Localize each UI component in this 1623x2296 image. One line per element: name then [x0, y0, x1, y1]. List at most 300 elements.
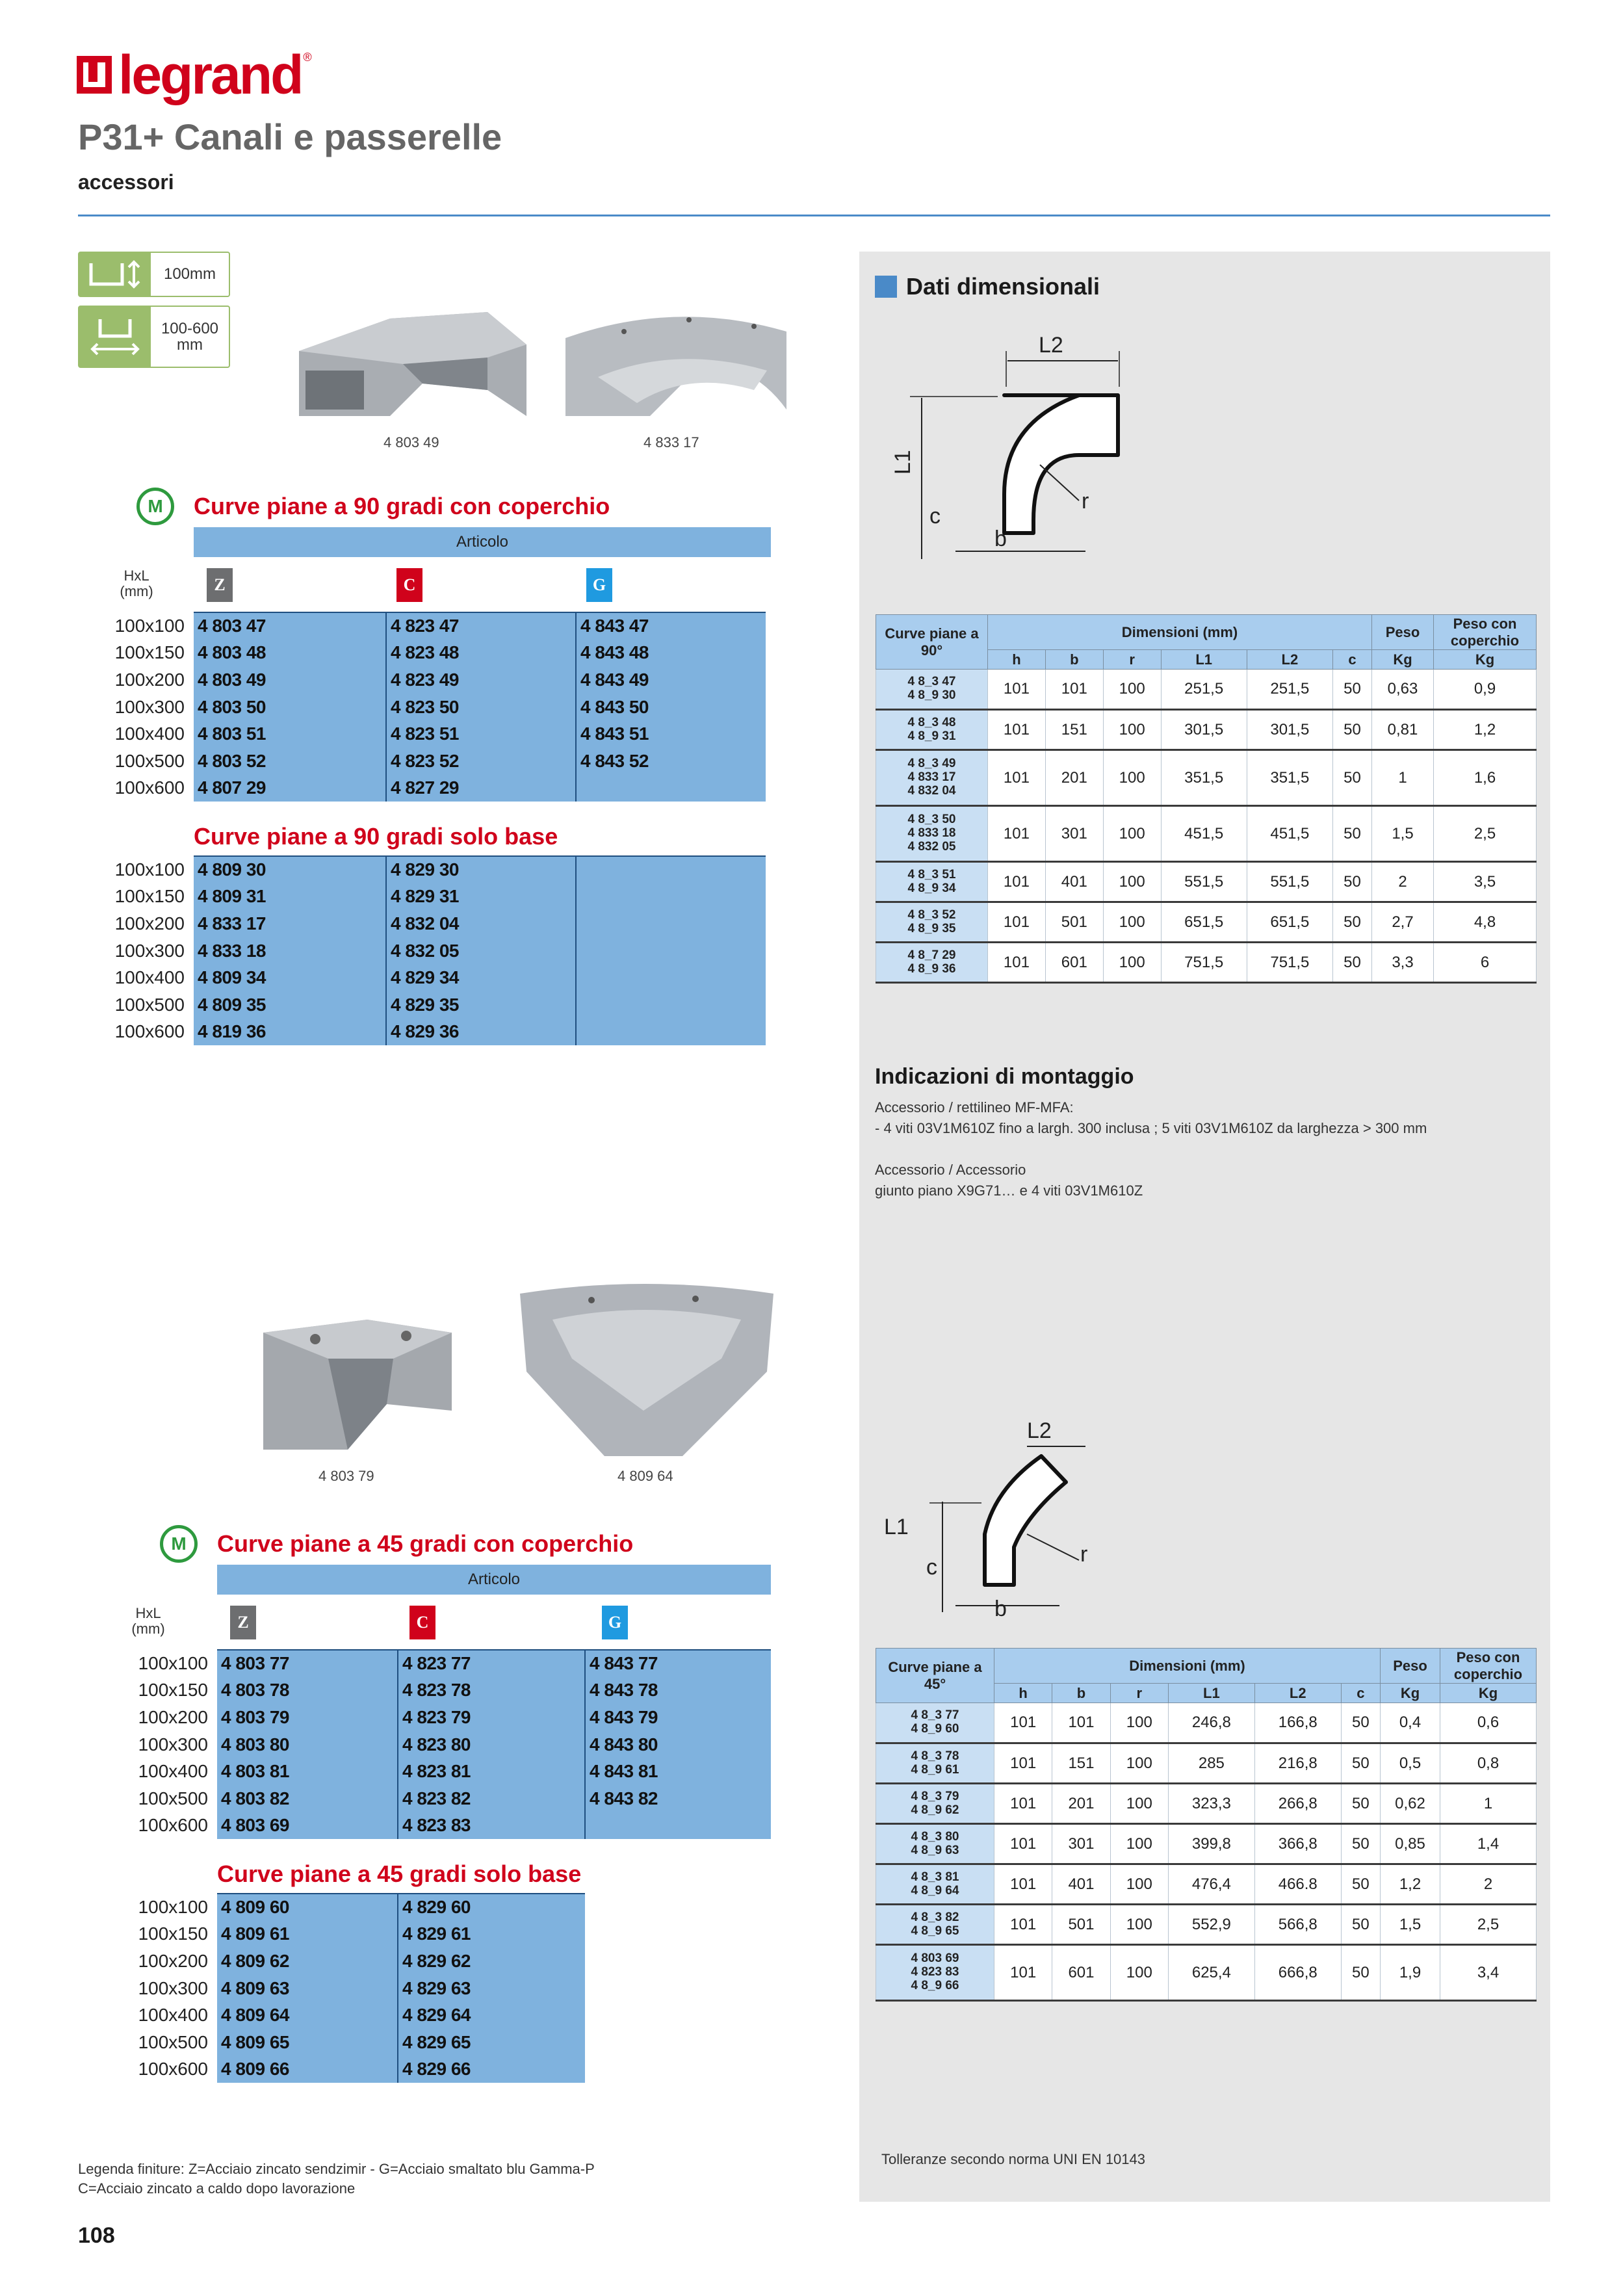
code-cell — [876, 1864, 994, 1905]
table-row — [876, 806, 1537, 862]
code-line: 4 8_3 77 — [911, 1708, 959, 1723]
dim-value-cell: 50 — [1341, 1824, 1380, 1864]
table-row — [101, 1704, 771, 1731]
size-cell: 100x200 — [114, 913, 185, 933]
article-code-cell: 4 803 52 — [194, 748, 386, 775]
table-row — [101, 1975, 585, 2002]
article-code-cell — [576, 937, 766, 965]
code-line: 4 8_9 66 — [911, 1978, 959, 1992]
registered-mark: ® — [303, 51, 312, 64]
code-cell — [876, 1784, 994, 1824]
code-cell — [876, 1703, 994, 1743]
article-code-cell: 4 827 29 — [386, 775, 576, 802]
dim-value-cell: 50 — [1332, 902, 1371, 943]
dim-value-cell: 266,8 — [1254, 1784, 1341, 1824]
size-cell: 100x300 — [138, 1734, 208, 1755]
product-photo-480964 — [513, 1281, 780, 1469]
article-table-45-cover — [101, 1649, 771, 1839]
dim-value-cell: 0,85 — [1381, 1824, 1440, 1864]
dim-subheader: Kg — [1381, 1684, 1440, 1703]
article-table-90-base — [84, 855, 766, 1045]
dim-value-cell: 1 — [1440, 1784, 1537, 1824]
code-line: 4 823 83 — [911, 1965, 959, 1979]
mounting-title: Indicazioni di montaggio — [875, 1064, 1134, 1089]
dim-value-cell: 3,5 — [1434, 862, 1537, 902]
dim-subheader: c — [1341, 1684, 1380, 1703]
width-badge-label: 100-600 mm — [161, 319, 219, 354]
dim-value-cell: 100 — [1103, 710, 1161, 750]
page-title: P31+ Canali e passerelle — [78, 116, 502, 157]
photo-caption: 4 803 79 — [318, 1468, 374, 1484]
product-photo-480349 — [292, 306, 533, 429]
code-line: 4 8_3 78 — [911, 1749, 959, 1763]
dim-value-cell: 50 — [1341, 1743, 1380, 1784]
page-number: 108 — [78, 2223, 115, 2248]
dim-value-cell: 1,5 — [1381, 1905, 1440, 1945]
dim-value-cell: 351,5 — [1247, 750, 1332, 806]
article-code-cell: 4 843 50 — [576, 694, 766, 721]
size-cell: 100x500 — [114, 750, 185, 771]
article-code-cell — [576, 856, 766, 883]
dim-value-cell: 0,8 — [1440, 1743, 1537, 1784]
article-code-cell: 4 809 61 — [217, 1921, 398, 1948]
dim-value-cell: 101 — [988, 750, 1046, 806]
dim-value-cell: 3,4 — [1440, 1945, 1537, 2001]
dim-value-cell: 166,8 — [1254, 1703, 1341, 1743]
table-row — [84, 720, 766, 748]
code-line: 4 8_7 29 — [907, 948, 956, 962]
dim-value-cell: 246,8 — [1168, 1703, 1254, 1743]
header-divider — [78, 215, 1550, 216]
article-code-cell: 4 823 48 — [386, 640, 576, 667]
code-line: 4 8_9 31 — [907, 729, 956, 743]
article-code-cell — [576, 964, 766, 991]
code-line: 4 833 17 — [907, 770, 956, 785]
dim-value-cell: 50 — [1332, 943, 1371, 983]
article-code-cell: 4 803 49 — [194, 666, 386, 694]
dim-value-cell: 101 — [1052, 1703, 1110, 1743]
table-row — [101, 2056, 585, 2083]
table-row — [84, 1019, 766, 1046]
dim-value-cell: 50 — [1332, 710, 1371, 750]
legend-line: C=Acciaio zincato a caldo dopo lavorazione — [78, 2180, 356, 2197]
code-line: 4 8_3 48 — [907, 715, 956, 729]
article-code-cell: 4 809 30 — [194, 856, 386, 883]
article-code-cell: 4 823 80 — [398, 1731, 585, 1758]
dim-value-cell: 2 — [1372, 862, 1434, 902]
article-code-cell: 4 823 77 — [398, 1650, 585, 1677]
article-code-cell: 4 809 35 — [194, 991, 386, 1019]
table-row — [876, 670, 1537, 710]
article-code-cell: 4 843 52 — [576, 748, 766, 775]
dim-value-cell: 100 — [1110, 1784, 1168, 1824]
code-cell — [876, 750, 988, 806]
article-code-cell: 4 843 47 — [576, 612, 766, 640]
dim-value-cell: 251,5 — [1247, 670, 1332, 710]
size-cell: 100x100 — [114, 859, 185, 880]
finish-c-badge: C — [396, 568, 422, 602]
dim-value-cell: 50 — [1341, 1905, 1380, 1945]
dim-value-cell: 100 — [1110, 1945, 1168, 2001]
article-code-cell: 4 829 60 — [398, 1894, 585, 1921]
table-row — [101, 1921, 585, 1948]
dim-value-cell: 101 — [988, 943, 1046, 983]
article-code-cell: 4 803 51 — [194, 720, 386, 748]
dim-value-cell: 551,5 — [1247, 862, 1332, 902]
article-code-cell: 4 823 83 — [398, 1812, 585, 1840]
table-row — [84, 612, 766, 640]
article-code-cell: 4 843 49 — [576, 666, 766, 694]
code-line: 4 833 18 — [907, 826, 956, 841]
code-line: 4 8_9 30 — [907, 688, 956, 702]
dim-value-cell: 251,5 — [1161, 670, 1247, 710]
table-row — [101, 1731, 771, 1758]
photo-caption: 4 833 17 — [643, 434, 699, 450]
dim-value-cell: 0,62 — [1381, 1784, 1440, 1824]
dim-value-cell: 351,5 — [1161, 750, 1247, 806]
table-row — [84, 937, 766, 965]
table-row — [101, 2029, 585, 2056]
dim-subheader: b — [1052, 1684, 1110, 1703]
dim-value-cell: 551,5 — [1161, 862, 1247, 902]
article-code-cell: 4 809 31 — [194, 883, 386, 911]
code-line: 4 8_9 34 — [907, 881, 956, 895]
code-cell — [876, 710, 988, 750]
article-code-cell: 4 843 82 — [585, 1785, 771, 1812]
code-line: 4 8_3 82 — [911, 1910, 959, 1924]
article-code-cell: 4 843 48 — [576, 640, 766, 667]
dim-value-cell: 601 — [1052, 1945, 1110, 2001]
article-code-cell: 4 803 78 — [217, 1677, 398, 1704]
dim-value-cell: 301 — [1045, 806, 1103, 862]
size-cell: 100x200 — [138, 1950, 208, 1971]
dim-value-cell: 552,9 — [1168, 1905, 1254, 1945]
dim-value-cell: 6 — [1434, 943, 1537, 983]
dim-value-cell: 301,5 — [1161, 710, 1247, 750]
finish-g-badge: G — [586, 568, 612, 602]
article-code-cell: 4 832 04 — [386, 910, 576, 937]
dim-value-cell: 1,2 — [1434, 710, 1537, 750]
article-code-cell: 4 809 63 — [217, 1975, 398, 2002]
table-row — [876, 750, 1537, 806]
code-cell — [876, 1905, 994, 1945]
size-cell: 100x500 — [114, 994, 185, 1015]
diagram-label-l1: L1 — [884, 1515, 909, 1539]
code-cell — [876, 1945, 994, 2001]
dim-value-cell: 50 — [1332, 670, 1371, 710]
dim-value-cell: 2,5 — [1440, 1905, 1537, 1945]
dim-value-cell: 216,8 — [1254, 1743, 1341, 1784]
table-row — [876, 1743, 1537, 1784]
table-row — [876, 902, 1537, 943]
brand-name: legrand — [118, 44, 302, 105]
article-code-cell — [576, 991, 766, 1019]
dim-value-cell: 101 — [988, 902, 1046, 943]
article-code-cell: 4 809 64 — [217, 2002, 398, 2029]
mounting-line: Accessorio / Accessorio — [875, 1161, 1026, 1178]
dim-subheader: r — [1103, 650, 1161, 670]
article-code-cell: 4 829 62 — [398, 1948, 585, 1975]
code-line: 4 8_3 47 — [907, 675, 956, 689]
article-code-cell: 4 809 65 — [217, 2029, 398, 2056]
mm-label: (mm) — [120, 583, 153, 600]
dim-value-cell: 2,7 — [1372, 902, 1434, 943]
finish-z-badge: Z — [207, 568, 233, 602]
code-line: 4 8_9 64 — [911, 1883, 959, 1898]
size-cell: 100x150 — [114, 886, 185, 907]
article-code-cell: 4 829 63 — [398, 1975, 585, 2002]
article-code-cell: 4 829 35 — [386, 991, 576, 1019]
size-cell: 100x600 — [114, 777, 185, 798]
size-cell: 100x600 — [138, 1815, 208, 1836]
dim-value-cell: 101 — [994, 1864, 1052, 1905]
code-line: 4 8_9 60 — [911, 1722, 959, 1736]
diagram-label-b: b — [994, 527, 1007, 551]
article-code-cell: 4 843 79 — [585, 1704, 771, 1731]
dim-value-cell: 366,8 — [1254, 1824, 1341, 1864]
article-code-cell: 4 843 81 — [585, 1758, 771, 1785]
table-row — [84, 964, 766, 991]
article-code-cell — [585, 1812, 771, 1840]
dim-col-peso: Peso — [1381, 1649, 1440, 1684]
table-row — [101, 1948, 585, 1975]
article-code-cell — [576, 775, 766, 802]
article-code-cell: 4 823 78 — [398, 1677, 585, 1704]
dim-subheader: Kg — [1440, 1684, 1537, 1703]
article-code-cell: 4 823 47 — [386, 612, 576, 640]
dim-value-cell: 1,5 — [1372, 806, 1434, 862]
article-code-cell: 4 803 82 — [217, 1785, 398, 1812]
dim-value-cell: 100 — [1103, 943, 1161, 983]
table-row — [101, 1758, 771, 1785]
article-code-cell: 4 829 66 — [398, 2056, 585, 2083]
dim-subheader: L2 — [1254, 1684, 1341, 1703]
code-line: 4 8_9 63 — [911, 1843, 959, 1857]
dim-value-cell: 1,4 — [1440, 1824, 1537, 1864]
dim-value-cell: 101 — [994, 1784, 1052, 1824]
code-cell — [876, 670, 988, 710]
height-dimension-icon — [79, 253, 151, 296]
table-row — [101, 1785, 771, 1812]
dim-value-cell: 101 — [1045, 670, 1103, 710]
diagram-label-l1: L1 — [890, 450, 915, 475]
dim-value-cell: 0,5 — [1381, 1743, 1440, 1784]
table-row — [876, 710, 1537, 750]
table-row — [84, 910, 766, 937]
dim-value-cell: 0,81 — [1372, 710, 1434, 750]
size-cell: 100x100 — [138, 1652, 208, 1673]
finish-g-badge: G — [602, 1606, 628, 1639]
article-code-cell: 4 843 78 — [585, 1677, 771, 1704]
diagram-label-c: c — [929, 504, 941, 528]
size-cell: 100x150 — [138, 1680, 208, 1701]
code-line: 4 803 69 — [911, 1951, 959, 1966]
table-row — [84, 748, 766, 775]
dim-value-cell: 101 — [994, 1703, 1052, 1743]
dim-value-cell: 0,9 — [1434, 670, 1537, 710]
section-title: Curve piane a 90 gradi con coperchio — [194, 493, 610, 519]
mounting-line: - 4 viti 03V1M610Z fino a largh. 300 inclusa ; 5 viti 03V1M610Z da larghezza > 300 mm — [875, 1119, 1427, 1136]
size-cell: 100x600 — [138, 2059, 208, 2080]
size-cell: 100x400 — [114, 967, 185, 988]
dim-value-cell: 0,63 — [1372, 670, 1434, 710]
dim-value-cell: 401 — [1052, 1864, 1110, 1905]
dim-value-cell: 3,3 — [1372, 943, 1434, 983]
dim-value-cell: 101 — [988, 862, 1046, 902]
article-code-cell: 4 823 50 — [386, 694, 576, 721]
table-row — [876, 1864, 1537, 1905]
dim-value-cell: 301 — [1052, 1824, 1110, 1864]
section-title: Curve piane a 45 gradi con coperchio — [217, 1530, 634, 1557]
article-code-cell: 4 823 81 — [398, 1758, 585, 1785]
article-code-cell: 4 807 29 — [194, 775, 386, 802]
dim-value-cell: 151 — [1045, 710, 1103, 750]
section-square-icon — [875, 276, 897, 298]
article-code-cell: 4 803 80 — [217, 1731, 398, 1758]
dim-subheader: h — [994, 1684, 1052, 1703]
table-row — [84, 640, 766, 667]
code-line: 4 8_3 80 — [911, 1829, 959, 1844]
code-line: 4 8_9 35 — [907, 921, 956, 935]
dim-value-cell: 1 — [1372, 750, 1434, 806]
dim-value-cell: 301,5 — [1247, 710, 1332, 750]
photo-caption: 4 809 64 — [617, 1468, 673, 1484]
width-dimension-icon — [79, 307, 151, 367]
dim-value-cell: 101 — [994, 1743, 1052, 1784]
code-cell — [876, 1743, 994, 1784]
page-subtitle: accessori — [78, 170, 174, 194]
code-line: 4 8_3 81 — [911, 1870, 959, 1884]
dim-value-cell: 625,4 — [1168, 1945, 1254, 2001]
article-code-cell: 4 832 05 — [386, 937, 576, 965]
article-code-cell: 4 809 60 — [217, 1894, 398, 1921]
dim-value-cell: 651,5 — [1247, 902, 1332, 943]
size-cell: 100x500 — [138, 1788, 208, 1808]
article-code-cell: 4 803 77 — [217, 1650, 398, 1677]
code-line: 4 8_3 50 — [907, 813, 956, 827]
mounting-line: giunto piano X9G71… e 4 viti 03V1M610Z — [875, 1182, 1143, 1199]
dim-value-cell: 751,5 — [1161, 943, 1247, 983]
mm-label: (mm) — [131, 1621, 165, 1637]
dim-value-cell: 2,5 — [1434, 806, 1537, 862]
dim-value-cell: 101 — [994, 1824, 1052, 1864]
article-code-cell: 4 809 66 — [217, 2056, 398, 2083]
article-code-cell: 4 833 18 — [194, 937, 386, 965]
legend-line: Legenda finiture: Z=Acciaio zincato sendzimir - G=Acciaio smaltato blu Gamma-P — [78, 2161, 595, 2177]
code-line: 4 8_3 51 — [907, 867, 956, 881]
size-cell: 100x600 — [114, 1021, 185, 1042]
size-cell: 100x400 — [114, 724, 185, 744]
dim-value-cell: 101 — [994, 1905, 1052, 1945]
code-line: 4 8_3 79 — [911, 1789, 959, 1803]
table-row — [84, 883, 766, 911]
dim-col-peso: Peso — [1372, 615, 1434, 650]
dim-col-peso-cop: Peso con coperchio — [1440, 1649, 1537, 1684]
article-table-90-cover — [84, 612, 766, 802]
article-code-cell: 4 823 82 — [398, 1785, 585, 1812]
dim-value-cell: 100 — [1110, 1743, 1168, 1784]
dim-value-cell: 399,8 — [1168, 1824, 1254, 1864]
article-code-cell — [576, 910, 766, 937]
dim-value-cell: 476,4 — [1168, 1864, 1254, 1905]
size-cell: 100x150 — [114, 642, 185, 663]
table-row — [876, 1824, 1537, 1864]
dim-value-cell: 451,5 — [1161, 806, 1247, 862]
dim-value-cell: 50 — [1332, 862, 1371, 902]
dim-col-dimensions: Dimensioni (mm) — [994, 1649, 1381, 1684]
size-cell: 100x200 — [114, 669, 185, 690]
dim-col-curve: Curve piane a 90° — [876, 615, 988, 670]
table-row — [101, 1894, 585, 1921]
dim-subheader: Kg — [1372, 650, 1434, 670]
brand-logo — [77, 46, 312, 104]
section-title: Curve piane a 45 gradi solo base — [217, 1860, 582, 1887]
article-code-cell: 4 829 36 — [386, 1019, 576, 1046]
code-line: 4 8_3 52 — [907, 907, 956, 922]
articolo-header: Articolo — [194, 527, 771, 557]
article-code-cell: 4 823 79 — [398, 1704, 585, 1731]
dim-subheader: L1 — [1161, 650, 1247, 670]
dim-value-cell: 50 — [1332, 750, 1371, 806]
article-code-cell: 4 803 50 — [194, 694, 386, 721]
dim-value-cell: 323,3 — [1168, 1784, 1254, 1824]
article-code-cell: 4 833 17 — [194, 910, 386, 937]
dim-value-cell: 50 — [1332, 806, 1371, 862]
code-cell — [876, 1824, 994, 1864]
article-code-cell: 4 829 65 — [398, 2029, 585, 2056]
dim-value-cell: 1,9 — [1381, 1945, 1440, 2001]
article-code-cell: 4 803 69 — [217, 1812, 398, 1840]
code-line: 4 8_9 65 — [911, 1924, 959, 1938]
code-cell — [876, 943, 988, 983]
size-cell: 100x300 — [114, 696, 185, 717]
finish-c-badge: C — [409, 1606, 435, 1639]
dimension-table-45 — [876, 1648, 1537, 2002]
height-badge — [78, 252, 230, 297]
article-code-cell: 4 843 77 — [585, 1650, 771, 1677]
hxl-label: HxL — [135, 1605, 161, 1621]
size-cell: 100x200 — [138, 1706, 208, 1727]
article-code-cell: 4 823 49 — [386, 666, 576, 694]
tolerance-note: Tolleranze secondo norma UNI EN 10143 — [881, 2151, 1146, 2167]
code-cell — [876, 902, 988, 943]
dim-value-cell: 0,4 — [1381, 1703, 1440, 1743]
code-line: 4 8_9 36 — [907, 961, 956, 976]
dim-value-cell: 201 — [1052, 1784, 1110, 1824]
table-row — [876, 1703, 1537, 1743]
dim-value-cell: 666,8 — [1254, 1945, 1341, 2001]
height-badge-label: 100mm — [163, 265, 216, 283]
width-badge — [78, 306, 230, 368]
dim-subheader: Kg — [1434, 650, 1537, 670]
dim-value-cell: 751,5 — [1247, 943, 1332, 983]
code-cell — [876, 806, 988, 862]
dim-value-cell: 451,5 — [1247, 806, 1332, 862]
dim-value-cell: 101 — [988, 806, 1046, 862]
table-row — [101, 2002, 585, 2029]
table-row — [101, 1677, 771, 1704]
product-photo-483317 — [559, 306, 793, 429]
finish-z-badge: Z — [230, 1606, 256, 1639]
dim-col-dimensions: Dimensioni (mm) — [988, 615, 1372, 650]
size-cell: 100x100 — [138, 1896, 208, 1917]
code-line: 4 832 04 — [907, 783, 956, 798]
table-row — [876, 943, 1537, 983]
dim-value-cell: 466.8 — [1254, 1864, 1341, 1905]
hxl-header — [110, 568, 162, 599]
mounting-notes — [875, 1097, 1544, 1201]
dim-value-cell: 651,5 — [1161, 902, 1247, 943]
